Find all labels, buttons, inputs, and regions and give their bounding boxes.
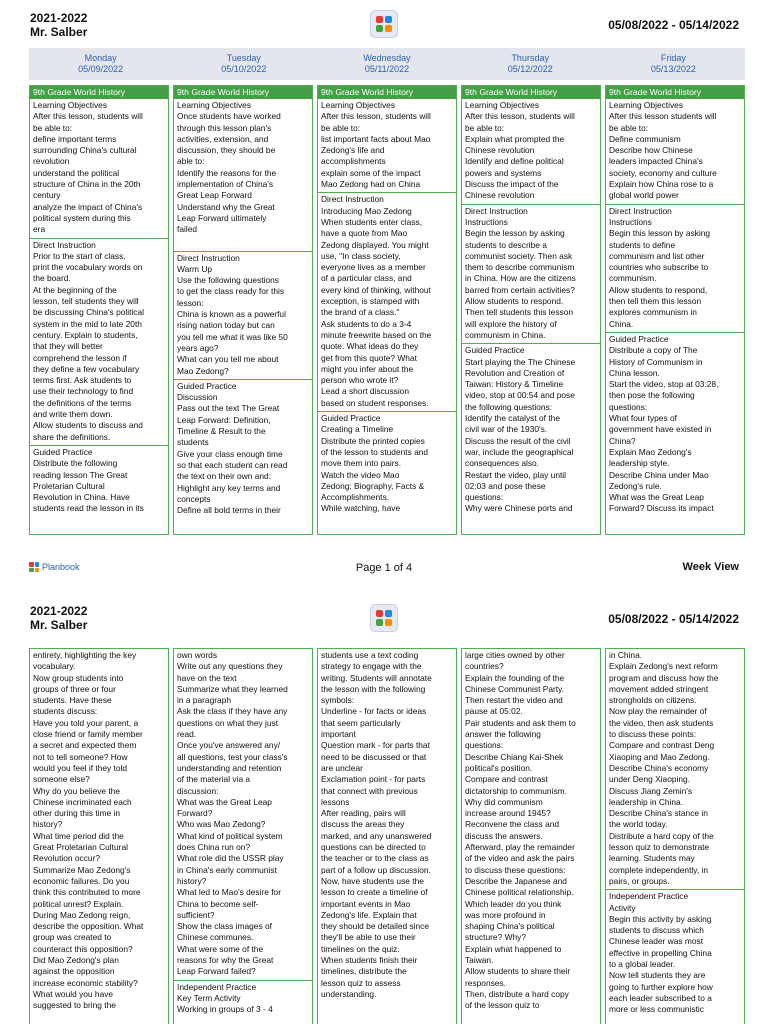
section-text: After this lesson, students will be able to: define important terms surrounding China's cultural revolution understand the political structure of China in the 20th century analyze the impact of China's political system during this era (33, 111, 143, 235)
section-text: Prior to the start of class, print the vocabulary words on the board. At the beginning of the lesson, tell students they will be discussing China's political system in the mid to late 20th century. Explain to students, that they will better comprehend the lesson if they define a few vocabulary terms first. Ask students to use their technology to find the definitions of the terms and write them down. Allow students to discuss and share the definitions. (33, 250, 144, 442)
teacher-name: Mr. Salber (30, 618, 88, 632)
section-text: After this lesson students will be able to: Define communism Describe how Chinese leaders impacted China's society, economy and culture Explain how China rose to a global world power (609, 111, 717, 201)
section-heading: Independent Practice (609, 891, 689, 902)
section-text: in China. Explain Zedong's next reform program and discuss how the movement added stringent strongholds on citizens. Now play the remainder of the video, then ask students to discuss these points: Compare and contrast Deng Xiaoping and Mao Zedong. Describe China's economy under Deng Xiaoping. Discuss Jiang Zemin's leadership in China. Describe China's stance in the world today. Distribute a hard copy of the lesson quiz to demonstrate learning. Students may complete independently, in pairs, or groups. (606, 649, 744, 890)
lesson-title[interactable]: 9th Grade World History (318, 86, 456, 99)
page-2 (0, 590, 768, 1024)
teacher-name: Mr. Salber (30, 25, 88, 39)
lesson-card-thursday[interactable] (461, 85, 601, 535)
section-heading: Direct Instruction (177, 252, 240, 263)
section-text: Distribute the following reading lesson The Great Proletarian Cultural Revolution in China. Have students read the lesson in its (33, 458, 144, 514)
section-text: Warm Up Use the following questions to get the class ready for this lesson: China is known as a powerful rising nation today but can you tell me what it was like 50 years ago? What can you tell me about Mao Zedong? (177, 263, 288, 376)
section-heading: Independent Practice (177, 981, 257, 992)
section-text: entirety, highlighting the key vocabulary. Now group students into groups of three or four students. Have these students discuss: Have you told your parent, a close friend or family member a secret and expected them not to tell someone? How would you feel if they told someone else? Why do you believe the Chinese incriminated each other during this time in history? What time period did the Great Proletarian Cultural Revolution occur? Summarize Mao Zedong's economic failures. Do you think this contributed to more political unrest? Explain. During Mao Zedong reign, describe the opposition. What group was created to counteract this opposition? Did Mao Zedong's plan against the opposition increase economic stability? What would you have suggested to bring the (33, 650, 144, 1011)
planbook-logo-icon (370, 604, 398, 632)
view-label: Week View (682, 561, 739, 573)
school-year: 2021-2022 (30, 604, 88, 618)
section-heading: Direct Instruction (609, 205, 672, 216)
section-text: Key Term Activity Working in groups of 3 - 4 (177, 992, 273, 1015)
lesson-card-friday-cont[interactable] (605, 648, 745, 1024)
section-heading: Learning Objectives (465, 100, 540, 110)
planbook-label: Planbook (42, 562, 80, 572)
section-heading: Learning Objectives (33, 100, 108, 110)
day-wednesday[interactable]: Wednesday 05/11/2022 (363, 53, 411, 74)
lesson-card-monday[interactable] (29, 85, 169, 535)
section-heading: Learning Objectives (609, 100, 684, 110)
section-text: Instructions Begin the lesson by asking students to describe a communist society. Then ask them to describe communism in China. How are the citizens barred from certain activities? Allow students to respond. Then tell students this lesson will explore the history of communism in China. (465, 216, 576, 340)
lesson-title[interactable]: 9th Grade World History (30, 86, 168, 99)
school-year: 2021-2022 (30, 11, 88, 25)
section-heading: Guided Practice (33, 446, 93, 457)
lesson-card-tuesday-cont[interactable] (173, 648, 313, 1024)
header-info (30, 11, 87, 39)
section-heading: Guided Practice (609, 333, 669, 344)
lesson-card-wednesday[interactable] (317, 85, 457, 535)
date-range: 05/08/2022 - 05/14/2022 (608, 18, 739, 32)
page-number: Page 1 of 4 (355, 562, 413, 574)
section-text: After this lesson, students will be able to: list important facts about Mao Zedong's life and accomplishments explain some of the impact Mao Zedong had on China (321, 111, 431, 190)
day-friday[interactable]: Friday 05/13/2022 (650, 53, 696, 74)
section-text: Creating a Timeline Distribute the printed copies of the lesson to students and move them into pairs. Watch the video Mao Zedong: Biography, Facts & Accomplishments. While watching, have (321, 424, 429, 514)
day-monday[interactable]: Monday 05/09/2022 (78, 53, 124, 74)
section-heading: Direct Instruction (321, 194, 384, 205)
section-text: Distribute a copy of The History of Communism in China lesson. Start the video, stop at 03:28, then pose the following questions: What four types of government have existed in China? Explain Mao Zedong's leadership style. Describe China under Mao Zedong's rule. What was the Great Leap Forward? Discuss its impact (609, 345, 719, 514)
lesson-title[interactable]: 9th Grade World History (462, 86, 600, 99)
section-heading: Guided Practice (321, 413, 381, 424)
section-heading: Direct Instruction (465, 205, 528, 216)
day-thursday[interactable]: Thursday 05/12/2022 (507, 53, 553, 74)
day-header-row (29, 48, 745, 80)
section-text: own words Write out any questions they have on the text Summarize what they learned in a paragraph Ask the class if they have any questions on what they just read. Once you've answered any/ all questions, test your class's understanding and retention of the material via a discussion: What was the Great Leap Forward? Who was Mao Zedong? What kind of political system does China run on? What role did the USSR play in China's early communist history? What led to Mao's desire for China to become self- sufficient? Show the class images of Chinese communes. What were some of the reasons for why the Great Leap Forward failed? (174, 649, 312, 981)
lesson-title[interactable]: 9th Grade World History (606, 86, 744, 99)
date-range: 05/08/2022 - 05/14/2022 (608, 612, 739, 626)
lesson-columns (29, 85, 745, 535)
section-heading: Guided Practice (177, 380, 237, 391)
day-tuesday[interactable]: Tuesday 05/10/2022 (221, 53, 267, 74)
section-heading: Learning Objectives (177, 100, 252, 110)
section-text: Once students have worked through this lesson plan's activities, extension, and discussion, they should be able to: Identify the reasons for the implementation of China's Great Leap Forward Understand why the Great Leap Forward ultimately failed (177, 111, 281, 235)
section-text: Start playing the The Chinese Revolution and Creation of Taiwan: History & Timeline video, stop at 00:54 and pose the following questions: Identify the catalyst of the civil war of the 1930's. Discuss the result of the civil war, include the geographical consequences also. Restart the video, play until 02:03 and pose these questions: Why were Chinese ports and (465, 356, 576, 514)
section-text: large cities owned by other countries? Explain the founding of the Chinese Communist Party. Then restart the video and pause at 05:02. Pair students and ask them to answer the following questions: Describe Chiang Kai-Shek political's position. Compare and contrast dictatorship to communism. Why did communism increase around 1945? Reconvene the class and discuss the answers. Afterward, play the remainder of the video and ask the pairs to discuss these questions: Describe the Japanese and Chinese political relationship. Which leader do you think was more profound in shaping China's political structure? Why? Explain what happened to Taiwan. Allow students to share their responses. Then, distribute a hard copy of the lesson quiz to (465, 650, 576, 1011)
lesson-card-monday-cont[interactable] (29, 648, 169, 1024)
lesson-card-friday[interactable] (605, 85, 745, 535)
section-text: Discussion Pass out the text The Great Leap Forward: Definition, Timeline & Result to the students Give your class enough time so that each student can read the text on their own and: Highlight any key terms and concepts Define all bold terms in their (177, 392, 288, 516)
section-heading: Learning Objectives (321, 100, 396, 110)
section-text: Introducing Mao Zedong When students enter class, have a quote from Mao Zedong displayed. You might use, "In class society, everyone lives as a member of a particular class, and every kind of thinking, without exception, is stamped with the brand of a class." Ask students to do a 3-4 minute freewrite based on the quote. What ideas do they get from this quote? What might you infer about the person who wrote it? Lead a short discussion based on student responses. (321, 205, 432, 408)
planbook-logo-icon (370, 10, 398, 38)
lesson-columns-continued (29, 648, 745, 1024)
section-text: Activity Begin this activity by asking students to discuss which Chinese leader was most effective in propelling China to a global leader. Now tell students they are going to further explore how each leader subscribed to a more or less communistic (609, 902, 713, 1015)
section-text: students use a text coding strategy to engage with the writing. Students will annotate the lesson with the following symbols: Underline - for facts or ideas that seem particularly important Question mark - for parts that need to be discussed or that are unclear Exclamation point - for parts that connect with previous lessons After reading, pairs will discuss the areas they marked, and any unanswered questions can be directed to the teacher or to the class as part of a follow up discussion. Now, have students use the lesson to create a timeline of important events in Mao Zedong's life. Explain that they should be detailed since they'll be able to use their timelines on the quiz. When students finish their timelines, distribute the lesson quiz to assess understanding. (321, 650, 432, 999)
lesson-card-tuesday[interactable] (173, 85, 313, 535)
lesson-card-thursday-cont[interactable] (461, 648, 601, 1024)
section-text: After this lesson, students will be able to: Explain what prompted the Chinese revolution Identify and define political powers and systems Discuss the impact of the Chinese revolution (465, 111, 575, 201)
section-heading: Guided Practice (465, 345, 525, 356)
section-text: Instructions Begin this lesson by asking students to define communism and list other countries who subscribe to communism. Allow students to respond, then tell them this lesson explores communism in China. (609, 216, 711, 329)
header-info (30, 604, 87, 632)
lesson-card-wednesday-cont[interactable] (317, 648, 457, 1024)
lesson-title[interactable]: 9th Grade World History (174, 86, 312, 99)
section-heading: Direct Instruction (33, 239, 96, 250)
